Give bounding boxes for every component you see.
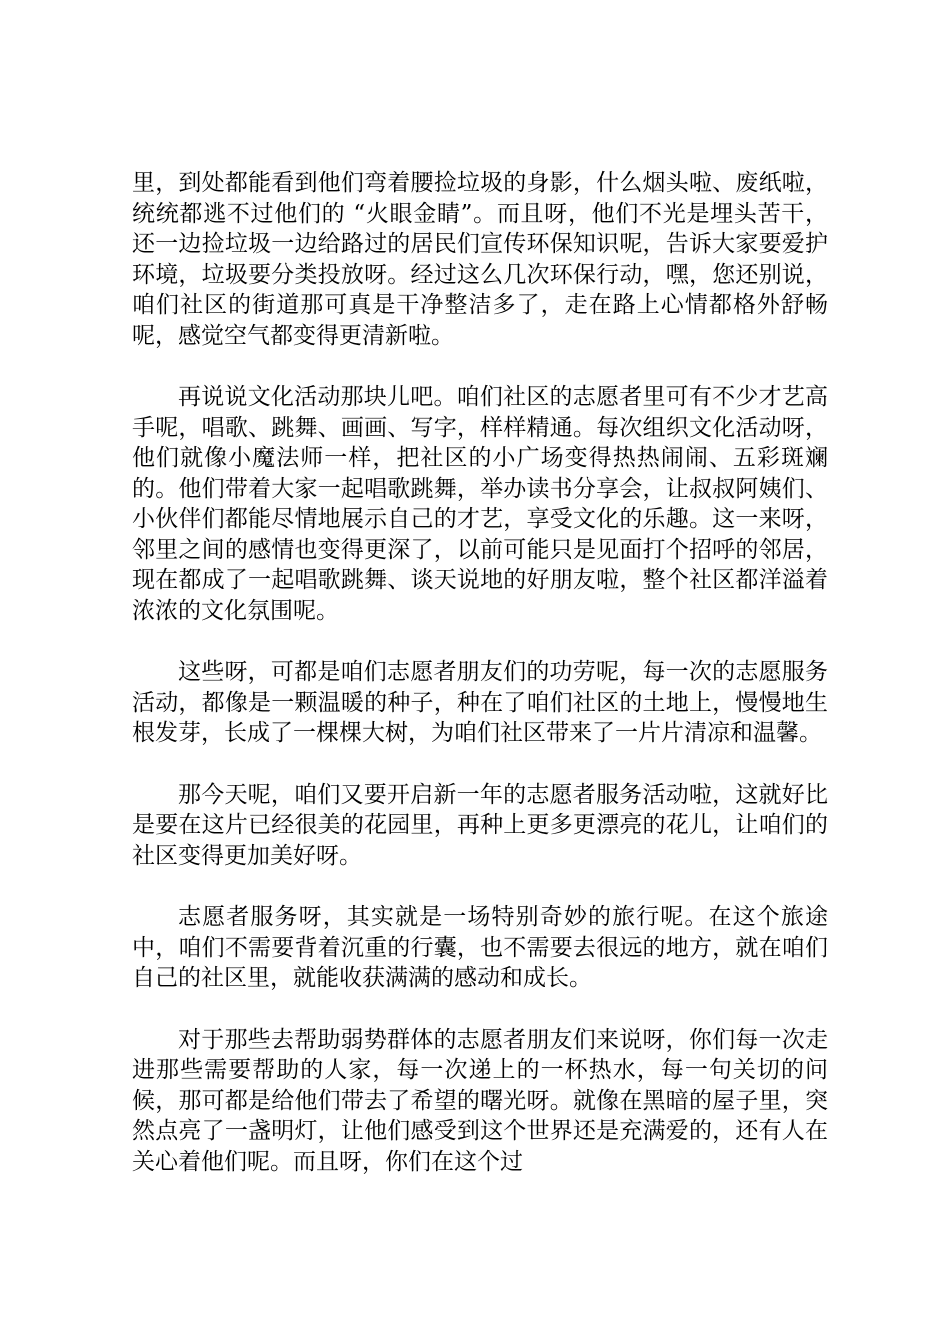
paragraph-continued: 里，到处都能看到他们弯着腰捡垃圾的身影，什么烟头啦、废纸啦，统统都逃不过他们的 “火眼金睛”。而且呀，他们不光是埋头苦干，还一边捡垃圾一边给路过的居民们宣传环保知识呢，告诉大家要爱护环境，垃圾要分类投放呀。经过这么几次环保行动，嘿，您还别说，咱们社区的街道那可真是干净整洁多了，走在路上心情都格外舒畅呢，感觉空气都变得更清新啦。 [132,170,828,349]
paragraph-helping-vulnerable: 对于那些去帮助弱势群体的志愿者朋友们来说呀，你们每一次走进那些需要帮助的人家，每一次递上的一杯热水，每一句关切的问候，那可都是给他们带去了希望的曙光呀。就像在黑暗的屋子里，突然点亮了一盏明灯，让他们感受到这个世界还是充满爱的，还有人在关心着他们呢。而且呀，你们在这个过 [132,1026,828,1175]
paragraph-volunteer-credit: 这些呀，可都是咱们志愿者朋友们的功劳呢，每一次的志愿服务活动，都像是一颗温暖的种子，种在了咱们社区的土地上，慢慢地生根发芽，长成了一棵棵大树，为咱们社区带来了一片片清凉和温馨。 [132,659,828,746]
document-page [132,168,828,1208]
paragraph-volunteer-journey: 志愿者服务呀，其实就是一场特别奇妙的旅行呢。在这个旅途中，咱们不需要背着沉重的行囊，也不需要去很远的地方，就在咱们自己的社区里，就能收获满满的感动和成长。 [132,904,828,991]
paragraph-new-year-activities: 那今天呢，咱们又要开启新一年的志愿者服务活动啦，这就好比是要在这片已经很美的花园里，再种上更多更漂亮的花儿，让咱们的社区变得更加美好呀。 [132,781,828,869]
paragraph-cultural-activities: 再说说文化活动那块儿吧。咱们社区的志愿者里可有不少才艺高手呢，唱歌、跳舞、画画、写字，样样精通。每次组织文化活动呀，他们就像小魔法师一样，把社区的小广场变得热热闹闹、五彩斑斓的。他们带着大家一起唱歌跳舞，举办读书分享会，让叔叔阿姨们、小伙伴们都能尽情地展示自己的才艺，享受文化的乐趣。这一来呀，邻里之间的感情也变得更深了，以前可能只是见面打个招呼的邻居，现在都成了一起唱歌跳舞、谈天说地的好朋友啦，整个社区都洋溢着浓浓的文化氛围呢。 [132,384,828,624]
